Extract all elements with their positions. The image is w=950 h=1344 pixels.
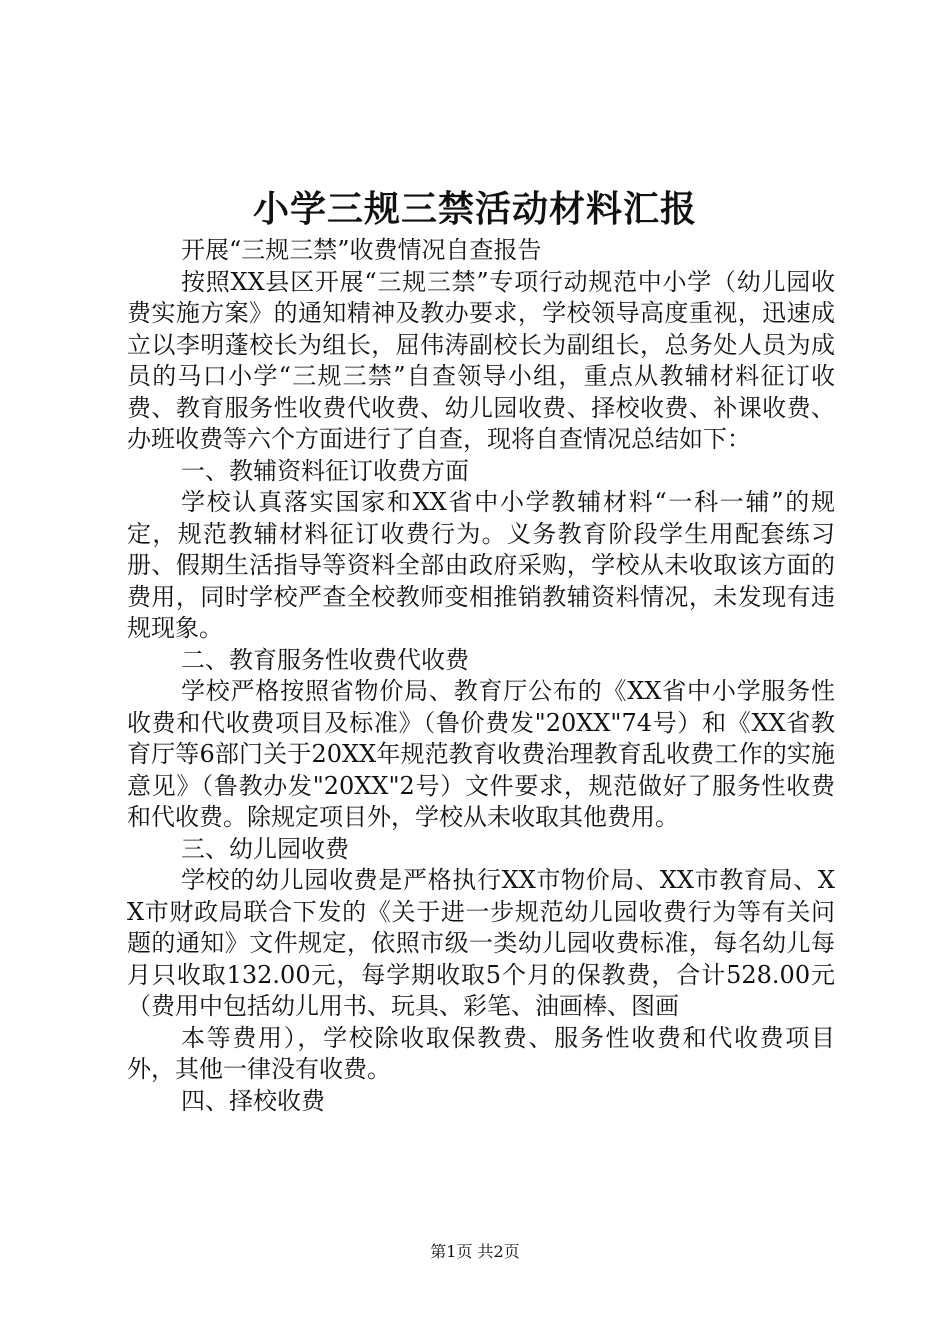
document-title: 小学三规三禁活动材料汇报 [252, 188, 697, 230]
section-heading-school-choice: 四、择校收费 [181, 1086, 325, 1115]
section-heading-kindergarten: 三、幼儿园收费 [181, 834, 349, 863]
paragraph-kindergarten-continued: 本等费用），学校除收取保教费、服务性收费和代收费项目外，其他一律没有收费。 [127, 1023, 835, 1083]
paragraph-materials: 学校认真落实国家和XX省中小学教辅材料“一科一辅”的规定，规范教辅材料征订收费行为。义务教育阶段学生用配套练习册、假期生活指导等资料全部由政府采购，学校从未收取该方面的费用，同时学校严查全校教师变相推销教辅资料情况，未发现有违规现象。 [127, 488, 835, 642]
paragraph-service-fees: 学校严格按照省物价局、教育厅公布的《XX省中小学服务性收费和代收费项目及标准》（鲁价费发"20XX"74号）和《XX省教育厅等6部门关于20XX年规范教育收费治理教育乱收费工作的实施意见》（鲁教办发"20XX"2号）文件要求，规范做好了服务性收费和代收费。除规定项目外，学校从未收取其他费用。 [127, 677, 835, 831]
paragraph-kindergarten: 学校的幼儿园收费是严格执行XX市物价局、XX市教育局、XX市财政局联合下发的《关于进一步规范幼儿园收费行为等有关问题的通知》文件规定，依照市级一类幼儿园收费标准，每名幼儿每月只收取132.00元，每学期收取5个月的保教费，合计528.00元（费用中包括幼儿用书、玩具、彩笔、油画棒、图画 [127, 866, 835, 1020]
page-number: 第1页 共2页 [430, 1242, 520, 1261]
section-heading-service-fees: 二、教育服务性收费代收费 [181, 645, 469, 674]
document-body [127, 235, 835, 1117]
paragraph-intro: 按照XX县区开展“三规三禁”专项行动规范中小学（幼儿园收费实施方案》的通知精神及教办要求，学校领导高度重视，迅速成立以李明蓬校长为组长，屈伟涛副校长为副组长，总务处人员为成员的马口小学“三规三禁”自查领导小组，重点从教辅材料征订收费、教育服务性收费代收费、幼儿园收费、择校收费、补课收费、办班收费等六个方面进行了自查，现将自查情况总结如下： [127, 267, 835, 453]
paragraph-report-heading: 开展“三规三禁”收费情况自查报告 [181, 236, 542, 264]
section-heading-materials: 一、教辅资料征订收费方面 [181, 456, 469, 485]
